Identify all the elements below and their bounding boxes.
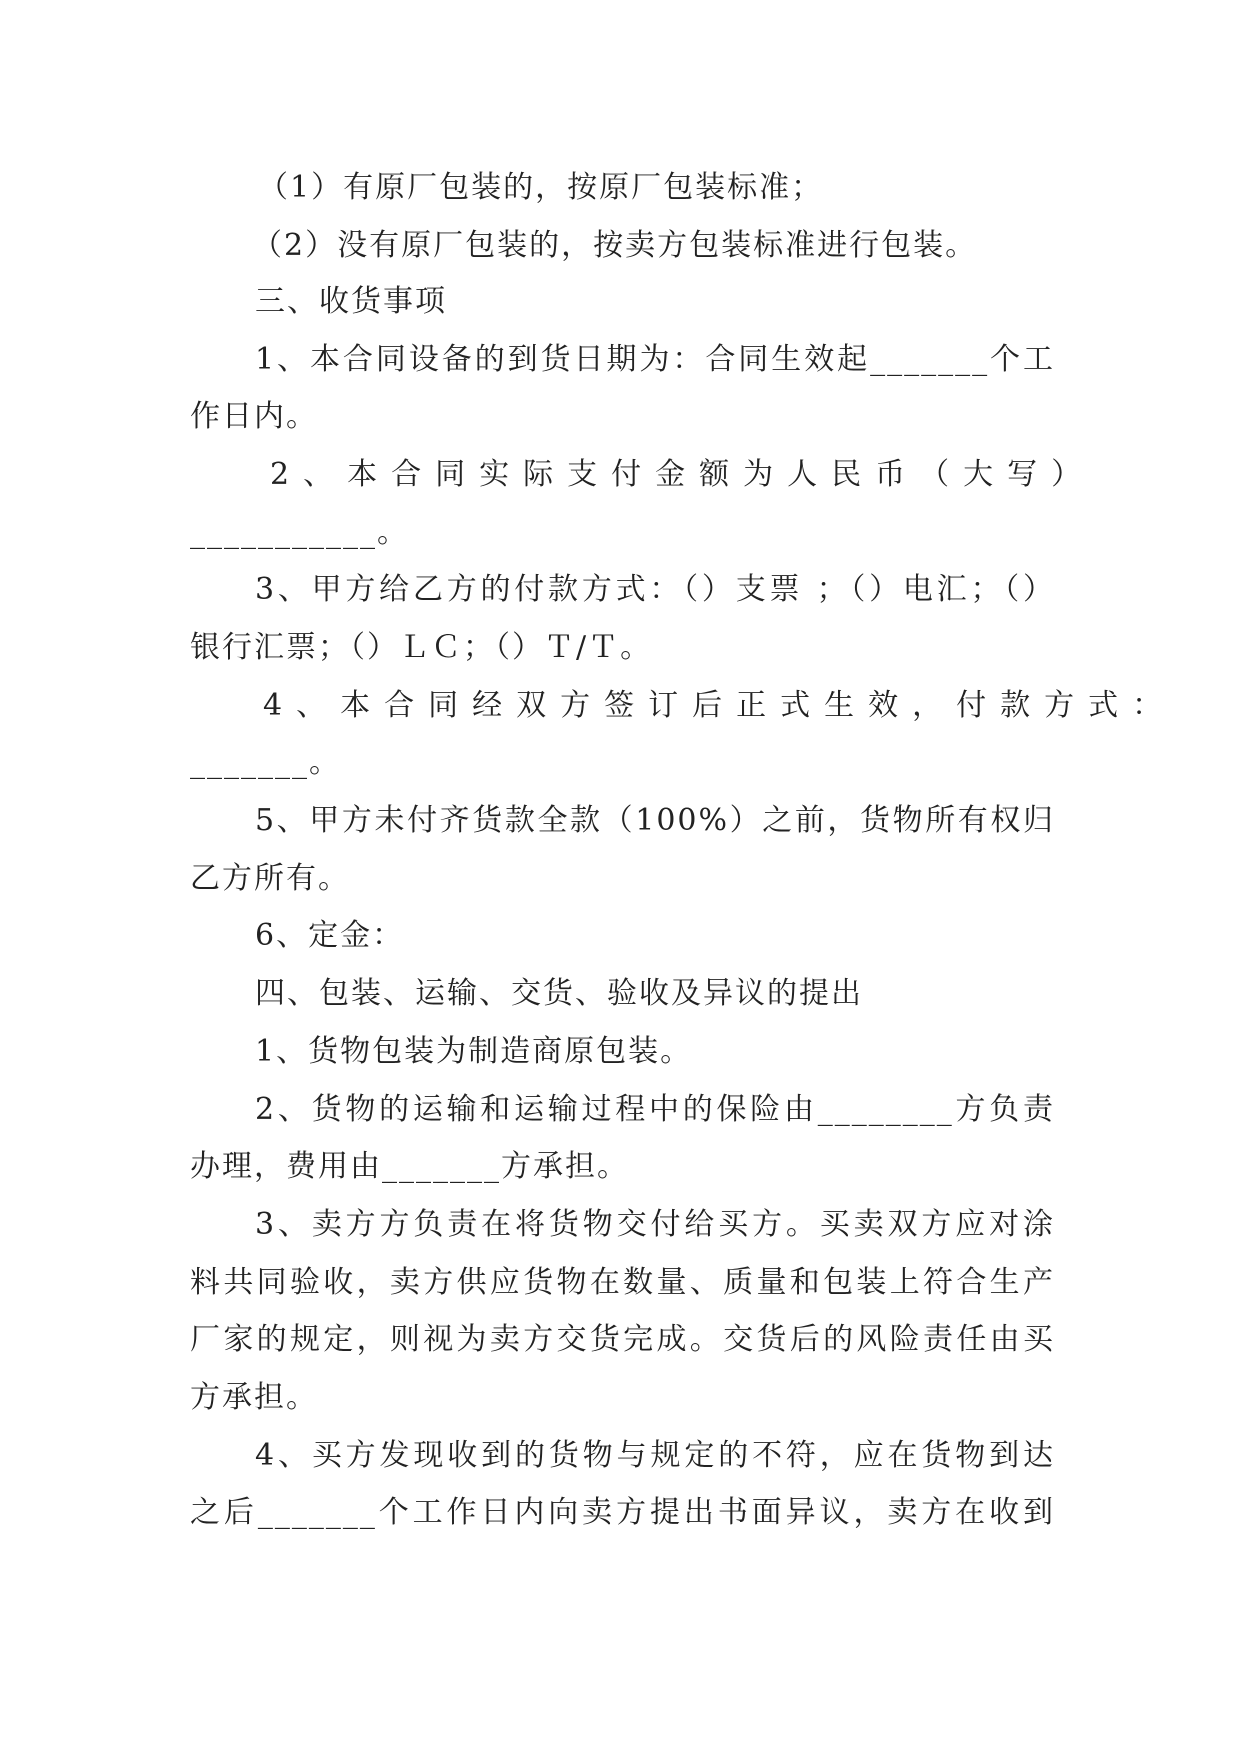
text-line-10: 4、本合同经双方签订后正式生效，付款方式： [263,688,1177,723]
text-line-19: 3、卖方方负责在将货物交付给买方。买卖双方应对涂 [255,1207,1055,1242]
section-heading-3: 三、收货事项 [255,284,447,319]
text-line-4: 1、本合同设备的到货日期为：合同生效起_______个工 [255,342,1055,377]
text-line-16: 1、货物包装为制造商原包装。 [255,1034,693,1069]
text-line-12: 5、甲方未付齐货款全款（100%）之前，货物所有权归 [255,803,1055,838]
text-line-17: 2、货物的运输和运输过程中的保险由________方负责 [255,1092,1055,1127]
text-line-18: 办理，费用由_______方承担。 [190,1149,629,1184]
text-line-22: 方承担。 [190,1380,318,1415]
text-line-11: _______。 [190,745,341,780]
text-line-23: 4、买方发现收到的货物与规定的不符，应在货物到达 [255,1438,1055,1473]
text-line-5: 作日内。 [190,399,318,434]
text-line-24: 之后_______个工作日内向卖方提出书面异议，卖方在收到 [190,1495,1055,1530]
text-line-14: 6、定金： [255,918,405,953]
text-line-7: ___________。 [190,515,409,550]
section-heading-15: 四、包装、运输、交货、验收及异议的提出 [255,976,863,1011]
text-line-8: 3、甲方给乙方的付款方式：（）支票 ；（）电汇；（） [255,572,1055,607]
text-line-9: 银行汇票；（）ＬＣ；（）Ｔ/Ｔ。 [190,630,653,665]
text-line-13: 乙方所有。 [190,861,350,896]
text-line-2: （2）没有原厂包装的，按卖方包装标准进行包装。 [252,228,978,263]
text-line-6: 2、本合同实际支付金额为人民币（大写） [270,457,1096,492]
text-line-1: （1）有原厂包装的，按原厂包装标准； [258,170,824,205]
text-line-21: 厂家的规定，则视为卖方交货完成。交货后的风险责任由买 [190,1322,1055,1357]
text-line-20: 料共同验收，卖方供应货物在数量、质量和包装上符合生产 [190,1265,1055,1300]
